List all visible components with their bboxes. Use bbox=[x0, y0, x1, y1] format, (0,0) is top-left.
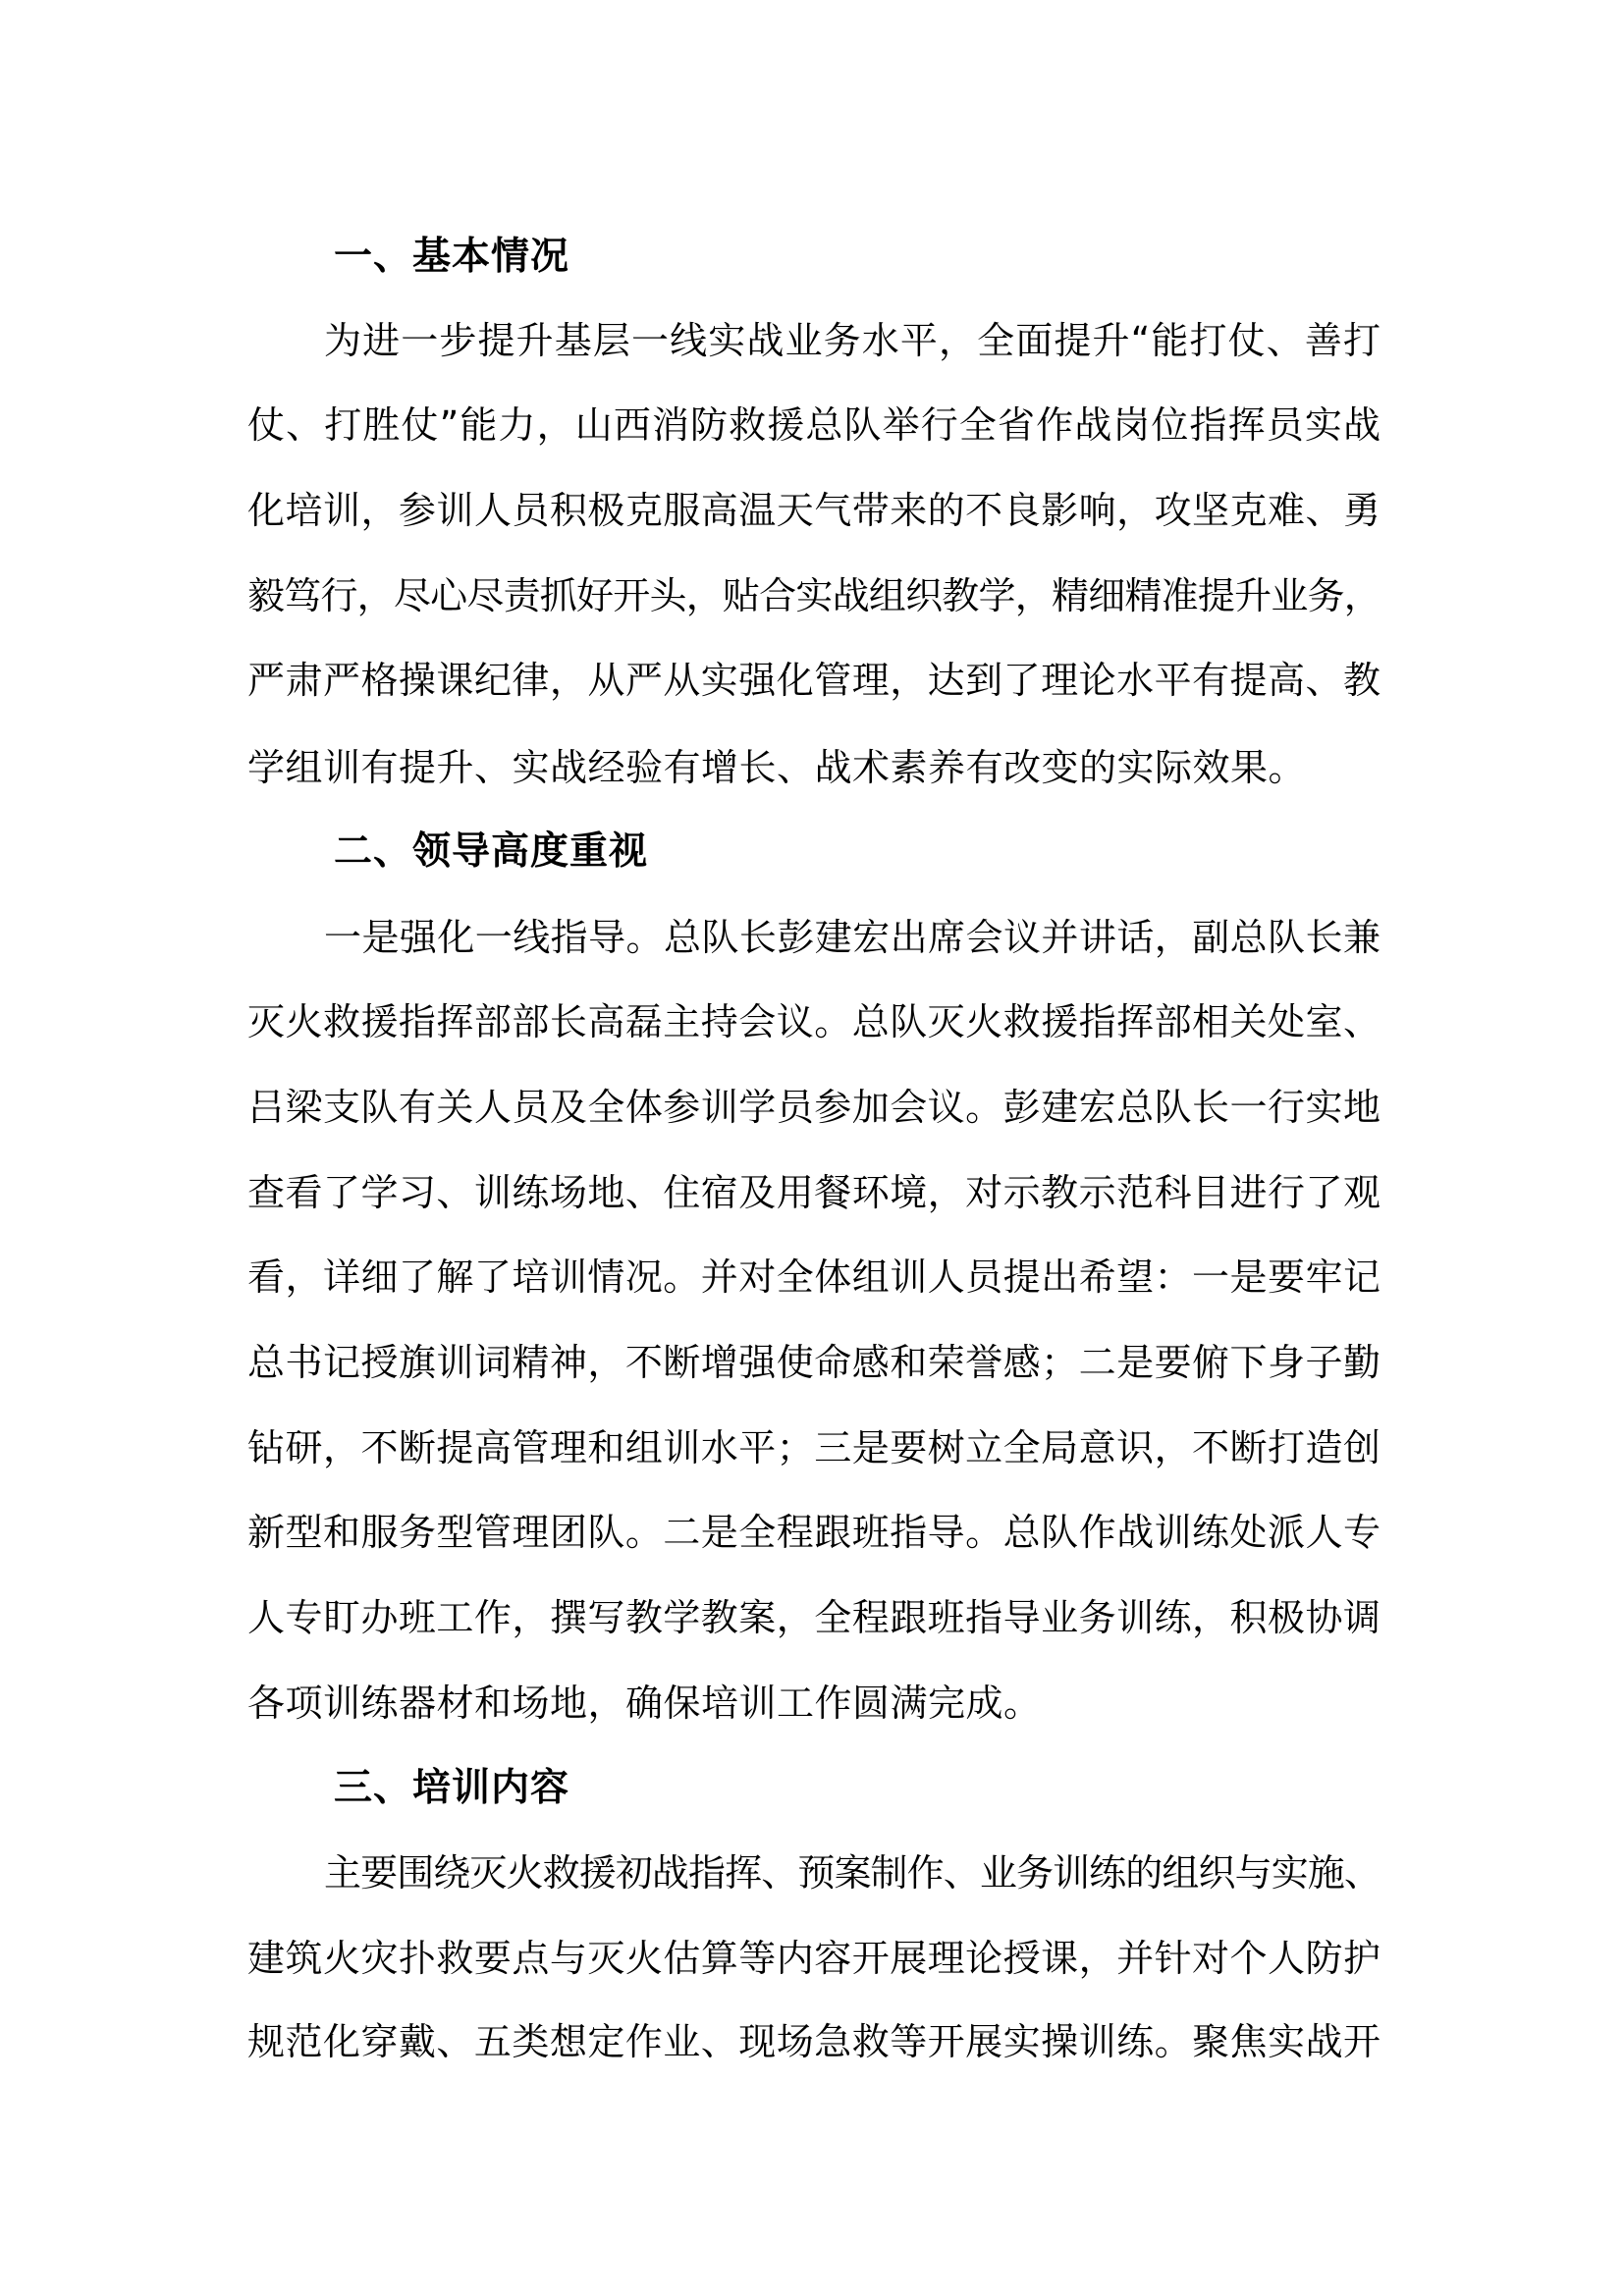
paragraph-line: 化培训，参训人员积极克服高温天气带来的不良影响，攻坚克难、勇 bbox=[247, 489, 1380, 532]
paragraph-line: 总书记授旗训词精神，不断增强使命感和荣誉感；二是要俯下身子勤 bbox=[247, 1341, 1380, 1384]
paragraph-line: 为进一步提升基层一线实战业务水平，全面提升“能打仗、善打 bbox=[324, 319, 1380, 362]
paragraph-line: 人专盯办班工作，撰写教学教案，全程跟班指导业务训练，积极协调 bbox=[247, 1596, 1380, 1639]
section-heading-leadership: 二、领导高度重视 bbox=[334, 829, 649, 874]
section-heading-basic-situation: 一、基本情况 bbox=[334, 235, 570, 279]
paragraph-line: 看，详细了解了培训情况。并对全体组训人员提出希望：一是要牢记 bbox=[247, 1255, 1380, 1299]
paragraph-line: 各项训练器材和场地，确保培训工作圆满完成。 bbox=[247, 1682, 1042, 1725]
section-heading-training-content: 三、培训内容 bbox=[334, 1766, 570, 1810]
paragraph-line: 规范化穿戴、五类想定作业、现场急救等开展实操训练。聚焦实战开 bbox=[247, 2020, 1380, 2063]
paragraph-line: 新型和服务型管理团队。二是全程跟班指导。总队作战训练处派人专 bbox=[247, 1511, 1380, 1554]
paragraph-line: 钻研，不断提高管理和组训水平；三是要树立全局意识，不断打造创 bbox=[247, 1426, 1380, 1469]
paragraph-line: 严肃严格操课纪律，从严从实强化管理，达到了理论水平有提高、教 bbox=[247, 659, 1380, 702]
paragraph-line: 查看了学习、训练场地、住宿及用餐环境，对示教示范科目进行了观 bbox=[247, 1171, 1380, 1214]
paragraph-line: 学组训有提升、实战经验有增长、战术素养有改变的实际效果。 bbox=[247, 746, 1307, 789]
paragraph-line: 一是强化一线指导。总队长彭建宏出席会议并讲话，副总队长兼 bbox=[324, 916, 1380, 959]
paragraph-line: 灭火救援指挥部部长高磊主持会议。总队灭火救援指挥部相关处室、 bbox=[247, 1000, 1380, 1043]
paragraph-line: 吕梁支队有关人员及全体参训学员参加会议。彭建宏总队长一行实地 bbox=[247, 1086, 1380, 1129]
paragraph-line: 仗、打胜仗”能力，山西消防救援总队举行全省作战岗位指挥员实战 bbox=[247, 403, 1380, 447]
paragraph-line: 建筑火灾扑救要点与灭火估算等内容开展理论授课，并针对个人防护 bbox=[247, 1937, 1380, 1980]
paragraph-line: 毅笃行，尽心尽责抓好开头，贴合实战组织教学，精细精准提升业务， bbox=[247, 574, 1381, 617]
paragraph-line: 主要围绕灭火救援初战指挥、预案制作、业务训练的组织与实施、 bbox=[324, 1851, 1381, 1895]
